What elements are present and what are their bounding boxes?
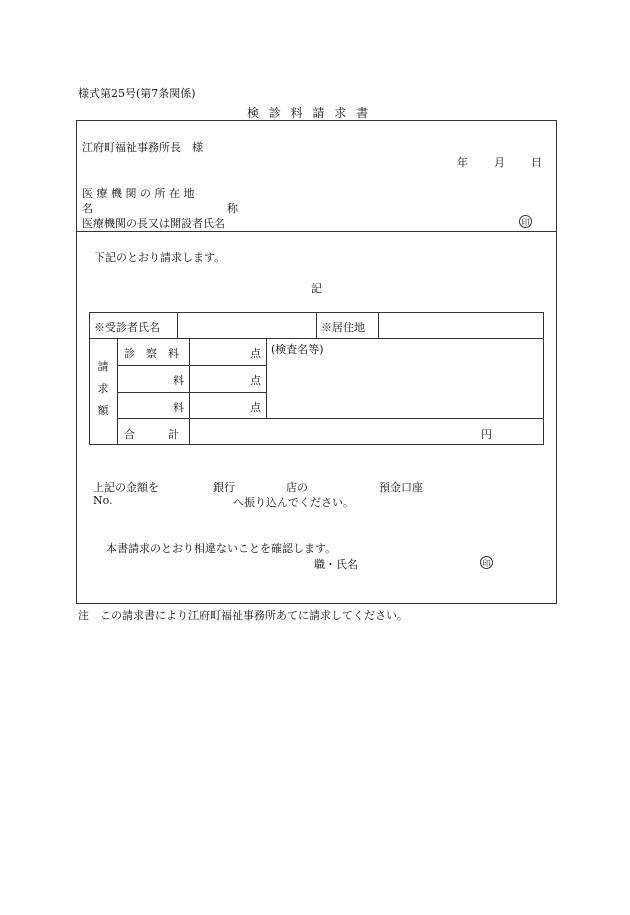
total-unit: 円	[481, 428, 492, 441]
total-label: 合 計	[124, 428, 179, 441]
intro-text: 下記のとおり請求します。	[94, 251, 226, 264]
row-unit: 点	[250, 401, 261, 414]
account-number-label: No.	[93, 494, 113, 507]
claim-amount-label: 請求額	[97, 360, 109, 417]
patient-name-label: ※受診者氏名	[94, 321, 160, 334]
date-day: 日	[531, 156, 542, 169]
table-row-divider	[117, 365, 266, 366]
bank-text-4: 預金口座	[379, 481, 423, 494]
residence-label: ※居住地	[321, 321, 365, 334]
institution-head-label: 医療機関の長又は開設者氏名	[82, 217, 225, 230]
addressee: 江府町福祉事務所長 様	[82, 141, 203, 154]
bank-text-3: 店の	[286, 481, 308, 494]
footnote: 注 この請求書により江府町福祉事務所あてに請求してください。	[78, 609, 408, 622]
institution-name-label-left: 名	[82, 202, 93, 215]
bank-text-1: 上記の金額を	[93, 481, 159, 494]
ki-text: 記	[311, 282, 322, 295]
form-title: 検 診 料 請 求 書	[247, 106, 372, 120]
date-month: 月	[494, 156, 505, 169]
date-year: 年	[457, 156, 468, 169]
row-label-fee: 料	[173, 401, 184, 414]
seal-icon: 印	[480, 556, 493, 569]
section-divider	[76, 231, 557, 232]
table-row-divider	[117, 418, 544, 419]
row-label-consultation: 診 察 料	[124, 347, 179, 360]
row-label-fee: 料	[173, 374, 184, 387]
table-col-divider	[266, 338, 267, 418]
transfer-text: へ振り込んでください。	[233, 496, 354, 509]
institution-address-label: 医 療 機 関 の 所 在 地	[82, 187, 195, 200]
role-name-label: 職・氏名	[314, 558, 358, 571]
form-number: 様式第25号(第7条関係)	[78, 87, 196, 100]
table-row-divider	[117, 392, 266, 393]
table-col-divider	[177, 312, 178, 338]
table-col-divider	[378, 312, 379, 338]
row-unit: 点	[250, 347, 261, 360]
bank-text-2: 銀行	[213, 481, 235, 494]
seal-icon: 印	[519, 215, 532, 228]
table-row-divider	[89, 338, 544, 339]
table-col-divider	[316, 312, 317, 338]
confirm-text: 本書請求のとおり相違ないことを確認します。	[106, 542, 337, 555]
row-unit: 点	[250, 374, 261, 387]
institution-name-label-right: 称	[227, 202, 238, 215]
exam-name-label: (検査名等)	[271, 343, 324, 356]
